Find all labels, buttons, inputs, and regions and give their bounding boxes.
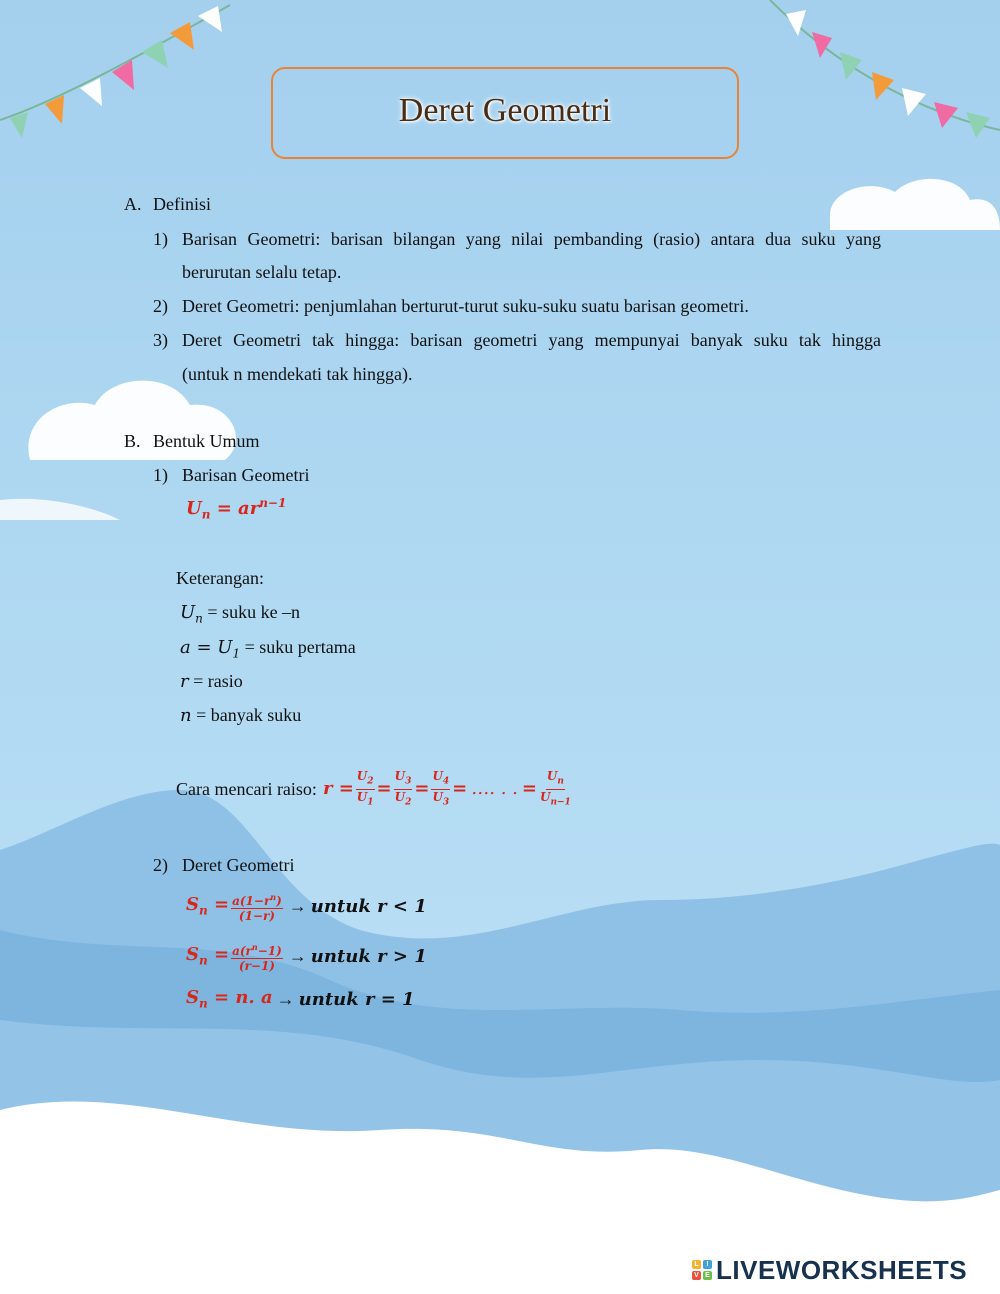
page-title: Deret Geometri <box>398 92 612 129</box>
logo-icon: L I V E <box>692 1260 712 1280</box>
keterangan-n: n = banyak suku <box>180 705 302 726</box>
section-a-heading: Definisi <box>153 194 211 214</box>
logo-text: LIVEWORKSHEETS <box>716 1254 968 1285</box>
formula-un: $U_n = ar^{n-1}$ <box>186 496 287 522</box>
keterangan-label: Keterangan: <box>176 568 264 588</box>
keterangan-r: r = rasio <box>180 671 243 692</box>
sn-condition-3: untuk r = 1 <box>298 988 415 1010</box>
sn-condition-2: untuk r > 1 <box>310 945 427 967</box>
item-a3-number: 3) <box>153 330 168 350</box>
ratio-formula: r = $\frac{U_2}{U_1}$ = $\frac{U_3}{U_2}$ = $\frac{U_4}{U_3}$ = …. . . = $\frac{U_n}{U_{n-1}}$ <box>322 769 571 807</box>
item-a3-line2: (untuk n mendekati tak hingga). <box>182 364 413 384</box>
item-a1-number: 1) <box>153 229 168 249</box>
sn-formula-3: $S_n = n$. a → untuk r = 1 <box>186 987 415 1011</box>
sn-condition-1: untuk r < 1 <box>310 895 427 917</box>
section-b-marker: B. <box>124 431 141 451</box>
keterangan-a: $a = U_1$ = suku pertama <box>180 637 356 661</box>
item-b2-label: Deret Geometri <box>182 855 295 875</box>
item-b1-number: 1) <box>153 465 168 485</box>
ratio-row <box>176 770 574 808</box>
sn-formula-2: $S_n$ = $\frac{a(r^n-1)}{(r-1)}$ → untuk r > 1 <box>186 941 427 973</box>
section-b-heading: Bentuk Umum <box>153 431 260 451</box>
item-a2-number: 2) <box>153 296 168 316</box>
ratio-label: Cara mencari raiso: <box>176 779 317 799</box>
section-a-marker: A. <box>124 194 142 214</box>
sn-formula-1: $S_n$ = $\frac{a(1-r^n)}{(1-r)}$ → untuk r < 1 <box>186 891 427 923</box>
item-a2-line1: Deret Geometri: penjumlahan berturut-turut suku-suku suatu barisan geometri. <box>182 296 749 316</box>
item-b1-label: Barisan Geometri <box>182 465 310 485</box>
item-a1-line1: Barisan Geometri: barisan bilangan yang nilai pembanding (rasio) antara dua suku yang <box>182 229 881 249</box>
title-box <box>271 67 739 159</box>
item-a1-line2: berurutan selalu tetap. <box>182 262 342 282</box>
liveworksheets-logo <box>692 1255 988 1285</box>
item-b2-number: 2) <box>153 855 168 875</box>
item-a3-line1: Deret Geometri tak hingga: barisan geometri yang mempunyai banyak suku tak hingga <box>182 330 881 350</box>
keterangan-un: $U_n$ = suku ke –n <box>180 602 301 626</box>
